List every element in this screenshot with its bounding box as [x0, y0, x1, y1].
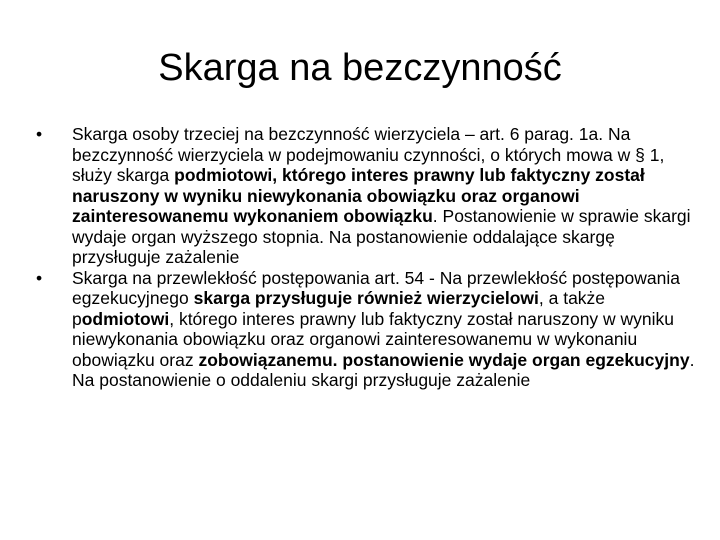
bullet-text-segment: . Na postanowienie o oddaleniu skargi przysługuje zażalenie	[72, 349, 695, 390]
bullet-text-bold-segment: zobowiązanemu. postanowienie wydaje organ egzekucyjny	[198, 349, 690, 370]
slide-title: Skarga na bezczynność	[158, 47, 562, 89]
bullet-marker-icon: •	[36, 124, 43, 144]
bullet-text-bold-segment: podmiotowi, którego interes prawny lub faktyczny został naruszony w wyniku niewykonania obowiązku oraz organowi zainteresowanemu wykonaniem obowiązku	[72, 165, 645, 226]
bullet-text-segment: Skarga osoby trzeciej na bezczynność wierzyciela – art. 6 parag. 1a. Na bezczynność wierzyciela w podejmowaniu czynności, o których mowa w § 1, służy skarga	[72, 124, 665, 185]
bullet-marker-icon: •	[36, 267, 43, 288]
bullet-item-2	[36, 268, 696, 391]
bullet-text-segment: Skarga na przewlekłość postępowania art. 54 - Na przewlekłość postępowania egzekucyjnego	[72, 267, 680, 308]
bullet-list	[36, 124, 696, 391]
bullet-text-segment: , a także p	[72, 288, 606, 329]
bullet-text-segment: . Postanowienie w sprawie skargi wydaje organ wyższego stopnia. Na postanowienie oddalające skargę przysługuje zażalenie	[72, 206, 691, 267]
bullet-text-bold-segment: skarga przysługuje również wierzycielowi	[193, 288, 539, 308]
bullet-text-bold-segment: odmiotowi	[81, 308, 170, 329]
bullet-text-segment: , którego interes prawny lub faktyczny został naruszony w wyniku niewykonania obowiązku oraz organowi zainteresowanemu w wykonaniu obowiązku oraz	[72, 308, 675, 370]
bullet-item-1	[36, 124, 696, 268]
